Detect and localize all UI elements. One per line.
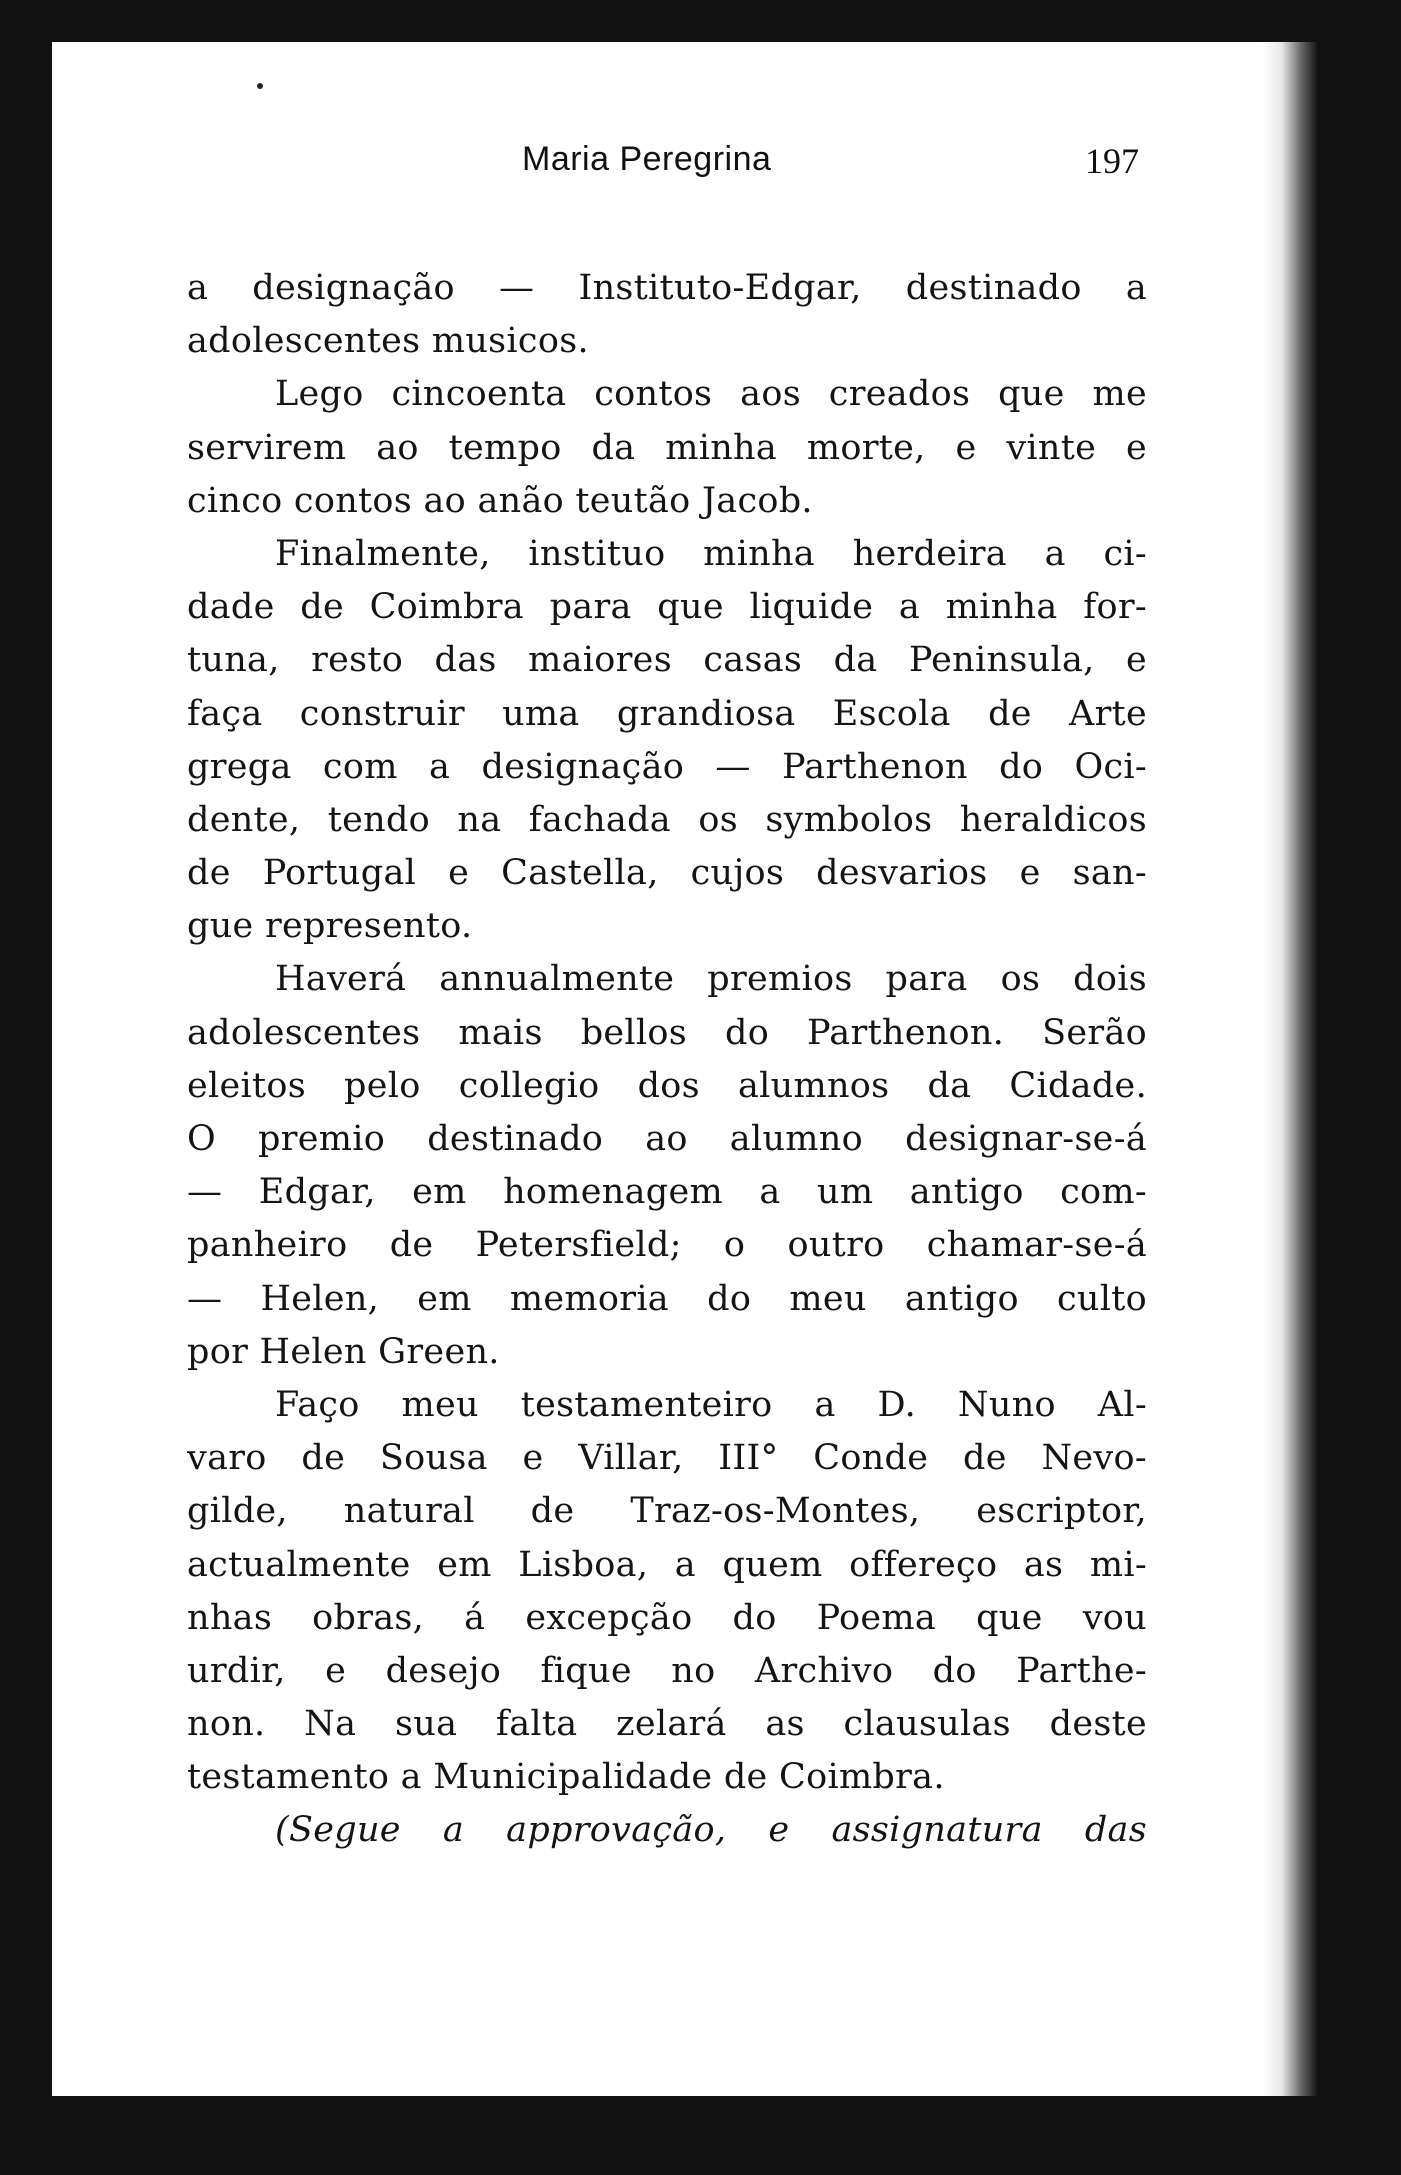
- page-gutter-shadow: [1262, 42, 1318, 2096]
- text-line: eleitos pelo collegio dos alumnos da Cidade.: [187, 1065, 1147, 1106]
- text-line: — Edgar, em homenagem a um antigo com-: [187, 1172, 1147, 1213]
- text-line: faça construir uma grandiosa Escola de Arte: [187, 693, 1147, 734]
- text-line: Lego cincoenta contos aos creados que me: [275, 374, 1147, 415]
- running-title: Maria Peregrina: [522, 140, 772, 178]
- text-line: actualmente em Lisboa, a quem offereço as mi-: [187, 1544, 1147, 1585]
- text-line: adolescentes musicos.: [187, 321, 589, 362]
- ink-speck: [257, 83, 263, 89]
- text-line: grega com a designação — Parthenon do Oci-: [187, 746, 1147, 787]
- text-line: Faço meu testamenteiro a D. Nuno Al-: [275, 1384, 1147, 1425]
- text-line: Haverá annualmente premios para os dois: [275, 959, 1147, 1000]
- text-line: varo de Sousa e Villar, III° Conde de Nevo-: [187, 1438, 1147, 1479]
- scan-border-top: [0, 0, 1401, 42]
- text-line: nhas obras, á excepção do Poema que vou: [187, 1597, 1147, 1638]
- page-header: [0, 140, 1401, 190]
- text-line: tuna, resto das maiores casas da Peninsula, e: [187, 640, 1147, 681]
- body-text: [187, 262, 1147, 1858]
- text-line: dente, tendo na fachada os symbolos heraldicos: [187, 799, 1147, 840]
- text-line: Finalmente, instituo minha herdeira a ci-: [275, 533, 1147, 574]
- text-line: testamento a Municipalidade de Coimbra.: [187, 1757, 945, 1798]
- text-line: non. Na sua falta zelará as clausulas deste: [187, 1704, 1147, 1745]
- text-line: — Helen, em memoria do meu antigo culto: [187, 1278, 1147, 1319]
- text-line: gilde, natural de Traz-os-Montes, escriptor,: [187, 1491, 1147, 1532]
- scan-border-left: [0, 0, 52, 2175]
- text-line: panheiro de Petersfield; o outro chamar-se-á: [187, 1225, 1147, 1266]
- scan-border-bottom: [0, 2096, 1401, 2175]
- text-line: a designação — Instituto-Edgar, destinado a: [187, 268, 1147, 308]
- text-line: de Portugal e Castella, cujos desvarios e san-: [187, 853, 1147, 894]
- text-line: gue represento.: [187, 906, 473, 947]
- text-line: por Helen Green.: [187, 1331, 500, 1372]
- text-line: adolescentes mais bellos do Parthenon. Serão: [187, 1012, 1147, 1053]
- text-line: servirem ao tempo da minha morte, e vinte e: [187, 427, 1147, 468]
- scan-border-right: [1318, 0, 1401, 2175]
- text-line: O premio destinado ao alumno designar-se-á: [187, 1119, 1147, 1159]
- text-line: dade de Coimbra para que liquide a minha for-: [187, 587, 1147, 628]
- text-line: cinco contos ao anão teutão Jacob.: [187, 480, 813, 521]
- page-number: 197: [1085, 141, 1139, 181]
- text-line: urdir, e desejo fique no Archivo do Parthe-: [187, 1650, 1147, 1691]
- text-line: (Segue a approvação, e assignatura das: [275, 1810, 1147, 1851]
